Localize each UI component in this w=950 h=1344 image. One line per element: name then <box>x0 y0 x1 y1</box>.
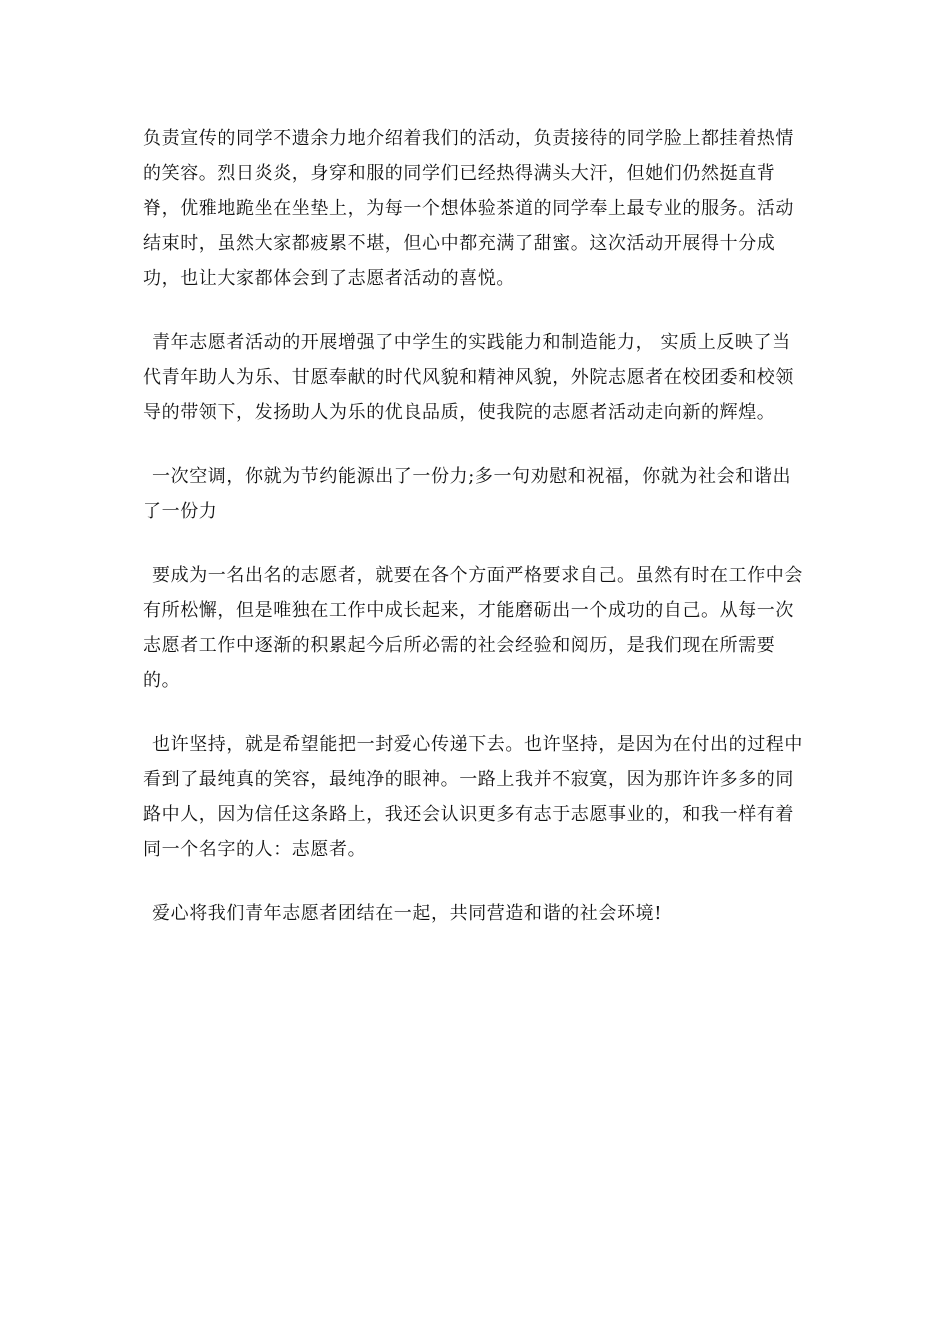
paragraph-3: 一次空调，你就为节约能源出了一份力;多一句劝慰和祝福，你就为社会和谐出了一份力 <box>143 466 792 522</box>
document-body <box>143 121 808 960</box>
paragraph-1: 负责宣传的同学不遗余力地介绍着我们的活动，负责接待的同学脸上都挂着热情的笑容。烈日炎炎，身穿和服的同学们已经热得满头大汗，但她们仍然挺直背脊，优雅地跪坐在坐垫上，为每一个想体验茶道的同学奉上最专业的服务。活动结束时，虽然大家都疲累不堪，但心中都充满了甜蜜。这次活动开展得十分成功，也让大家都体会到了志愿者活动的喜悦。 <box>143 128 794 289</box>
paragraph-2: 青年志愿者活动的开展增强了中学生的实践能力和制造能力， 实质上反映了当代青年助人为乐、甘愿奉献的时代风貌和精神风貌，外院志愿者在校团委和校领导的带领下，发扬助人为乐的优良品质，使我院的志愿者活动走向新的辉煌。 <box>143 332 794 423</box>
paragraph-4: 要成为一名出名的志愿者，就要在各个方面严格要求自己。虽然有时在工作中会有所松懈，但是唯独在工作中成长起来，才能磨砺出一个成功的自己。从每一次志愿者工作中逐渐的积累起今后所必需的社会经验和阅历，是我们现在所需要的。 <box>143 565 803 691</box>
paragraph-5: 也许坚持，就是希望能把一封爱心传递下去。也许坚持，是因为在付出的过程中看到了最纯真的笑容，最纯净的眼神。一路上我并不寂寞，因为那许许多多的同路中人，因为信任这条路上，我还会认识更多有志于志愿事业的，和我一样有着同一个名字的人：志愿者。 <box>143 734 803 860</box>
paragraph-6: 爱心将我们青年志愿者团结在一起，共同营造和谐的社会环境! <box>152 903 663 924</box>
